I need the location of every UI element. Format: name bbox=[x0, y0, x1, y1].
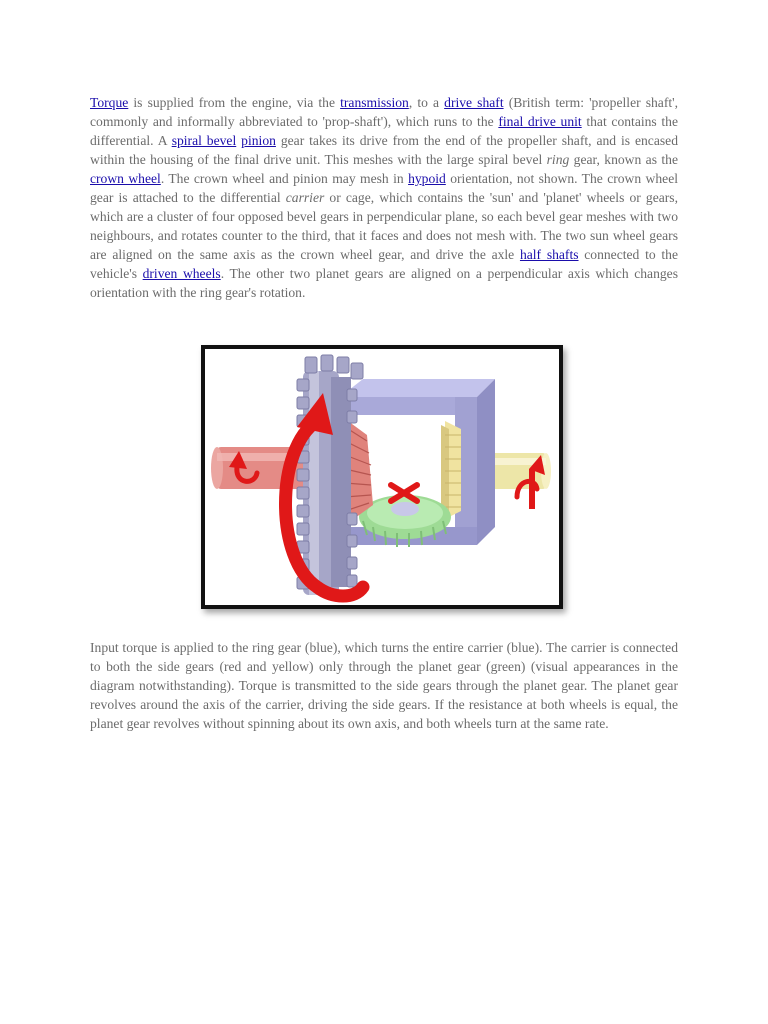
right-side-gear bbox=[441, 421, 461, 519]
link-drive-shaft[interactable]: drive shaft bbox=[444, 95, 504, 110]
text-run: that contains the differential. A bbox=[90, 114, 678, 148]
link-pinion[interactable]: pinion bbox=[241, 133, 276, 148]
link-driven-wheels[interactable]: driven wheels bbox=[142, 266, 221, 281]
text-run: is supplied from the engine, via the bbox=[128, 95, 341, 110]
text-run: . The other two planet gears are aligned on a perpendicular axis which changes orientation with the ring gear's rotation. bbox=[90, 266, 679, 300]
link-final-drive-unit[interactable]: final drive unit bbox=[498, 114, 582, 129]
link-hypoid[interactable]: hypoid bbox=[408, 171, 446, 186]
text-run: or cage, which contains the 'sun' and 'planet' wheels or gears, which are a cluster of four opposed bevel gears in perpendicular plane, so each bevel gear meshes with two neighbours, and rotates counter to the third, that it faces and does not mesh with. The two sun wheel gears are aligned on the same axis as the crown wheel gear, and drive the axle bbox=[90, 190, 678, 262]
paragraph-intro bbox=[90, 93, 678, 302]
differential-diagram bbox=[201, 345, 563, 609]
text-run: , to a bbox=[408, 95, 445, 110]
italic-term: ring bbox=[546, 152, 570, 167]
text-run: connected to the vehicle's bbox=[90, 247, 678, 281]
link-transmission[interactable]: transmission bbox=[340, 95, 409, 110]
text-run: . The crown wheel and pinion may mesh in bbox=[160, 171, 409, 186]
italic-term: carrier bbox=[285, 190, 325, 205]
paragraph-explanation: Input torque is applied to the ring gear (blue), which turns the entire carrier (blue). The carrier is connected to both the side gears (red and yellow) only through the planet gear (green) (visual appearances in the diagram notwithstanding). Torque is transmitted to the side gears through the planet gear. The planet gear revolves around the axis of the carrier, driving the side gears. If the resistance at both wheels is equal, the planet gear revolves without spinning about its own axis, and both wheels turn at the same rate. bbox=[90, 640, 678, 731]
link-half-shafts[interactable]: half shafts bbox=[519, 247, 579, 262]
text-run: orientation, not shown. The crown wheel gear is attached to the differential bbox=[90, 171, 679, 205]
link-crown-wheel[interactable]: crown wheel bbox=[90, 171, 161, 186]
text-run: (British term: 'propeller shaft', commonly and informally abbreviated to 'prop-shaft'), which runs to the bbox=[90, 95, 678, 129]
link-spiral-bevel[interactable]: spiral bevel bbox=[171, 133, 237, 148]
text-run: gear takes its drive from the end of the propeller shaft, and is encased within the housing of the final drive unit. This meshes with the large spiral bevel bbox=[90, 133, 678, 167]
text-run: gear, known as the bbox=[569, 152, 678, 167]
link-torque[interactable]: Torque bbox=[90, 95, 129, 110]
